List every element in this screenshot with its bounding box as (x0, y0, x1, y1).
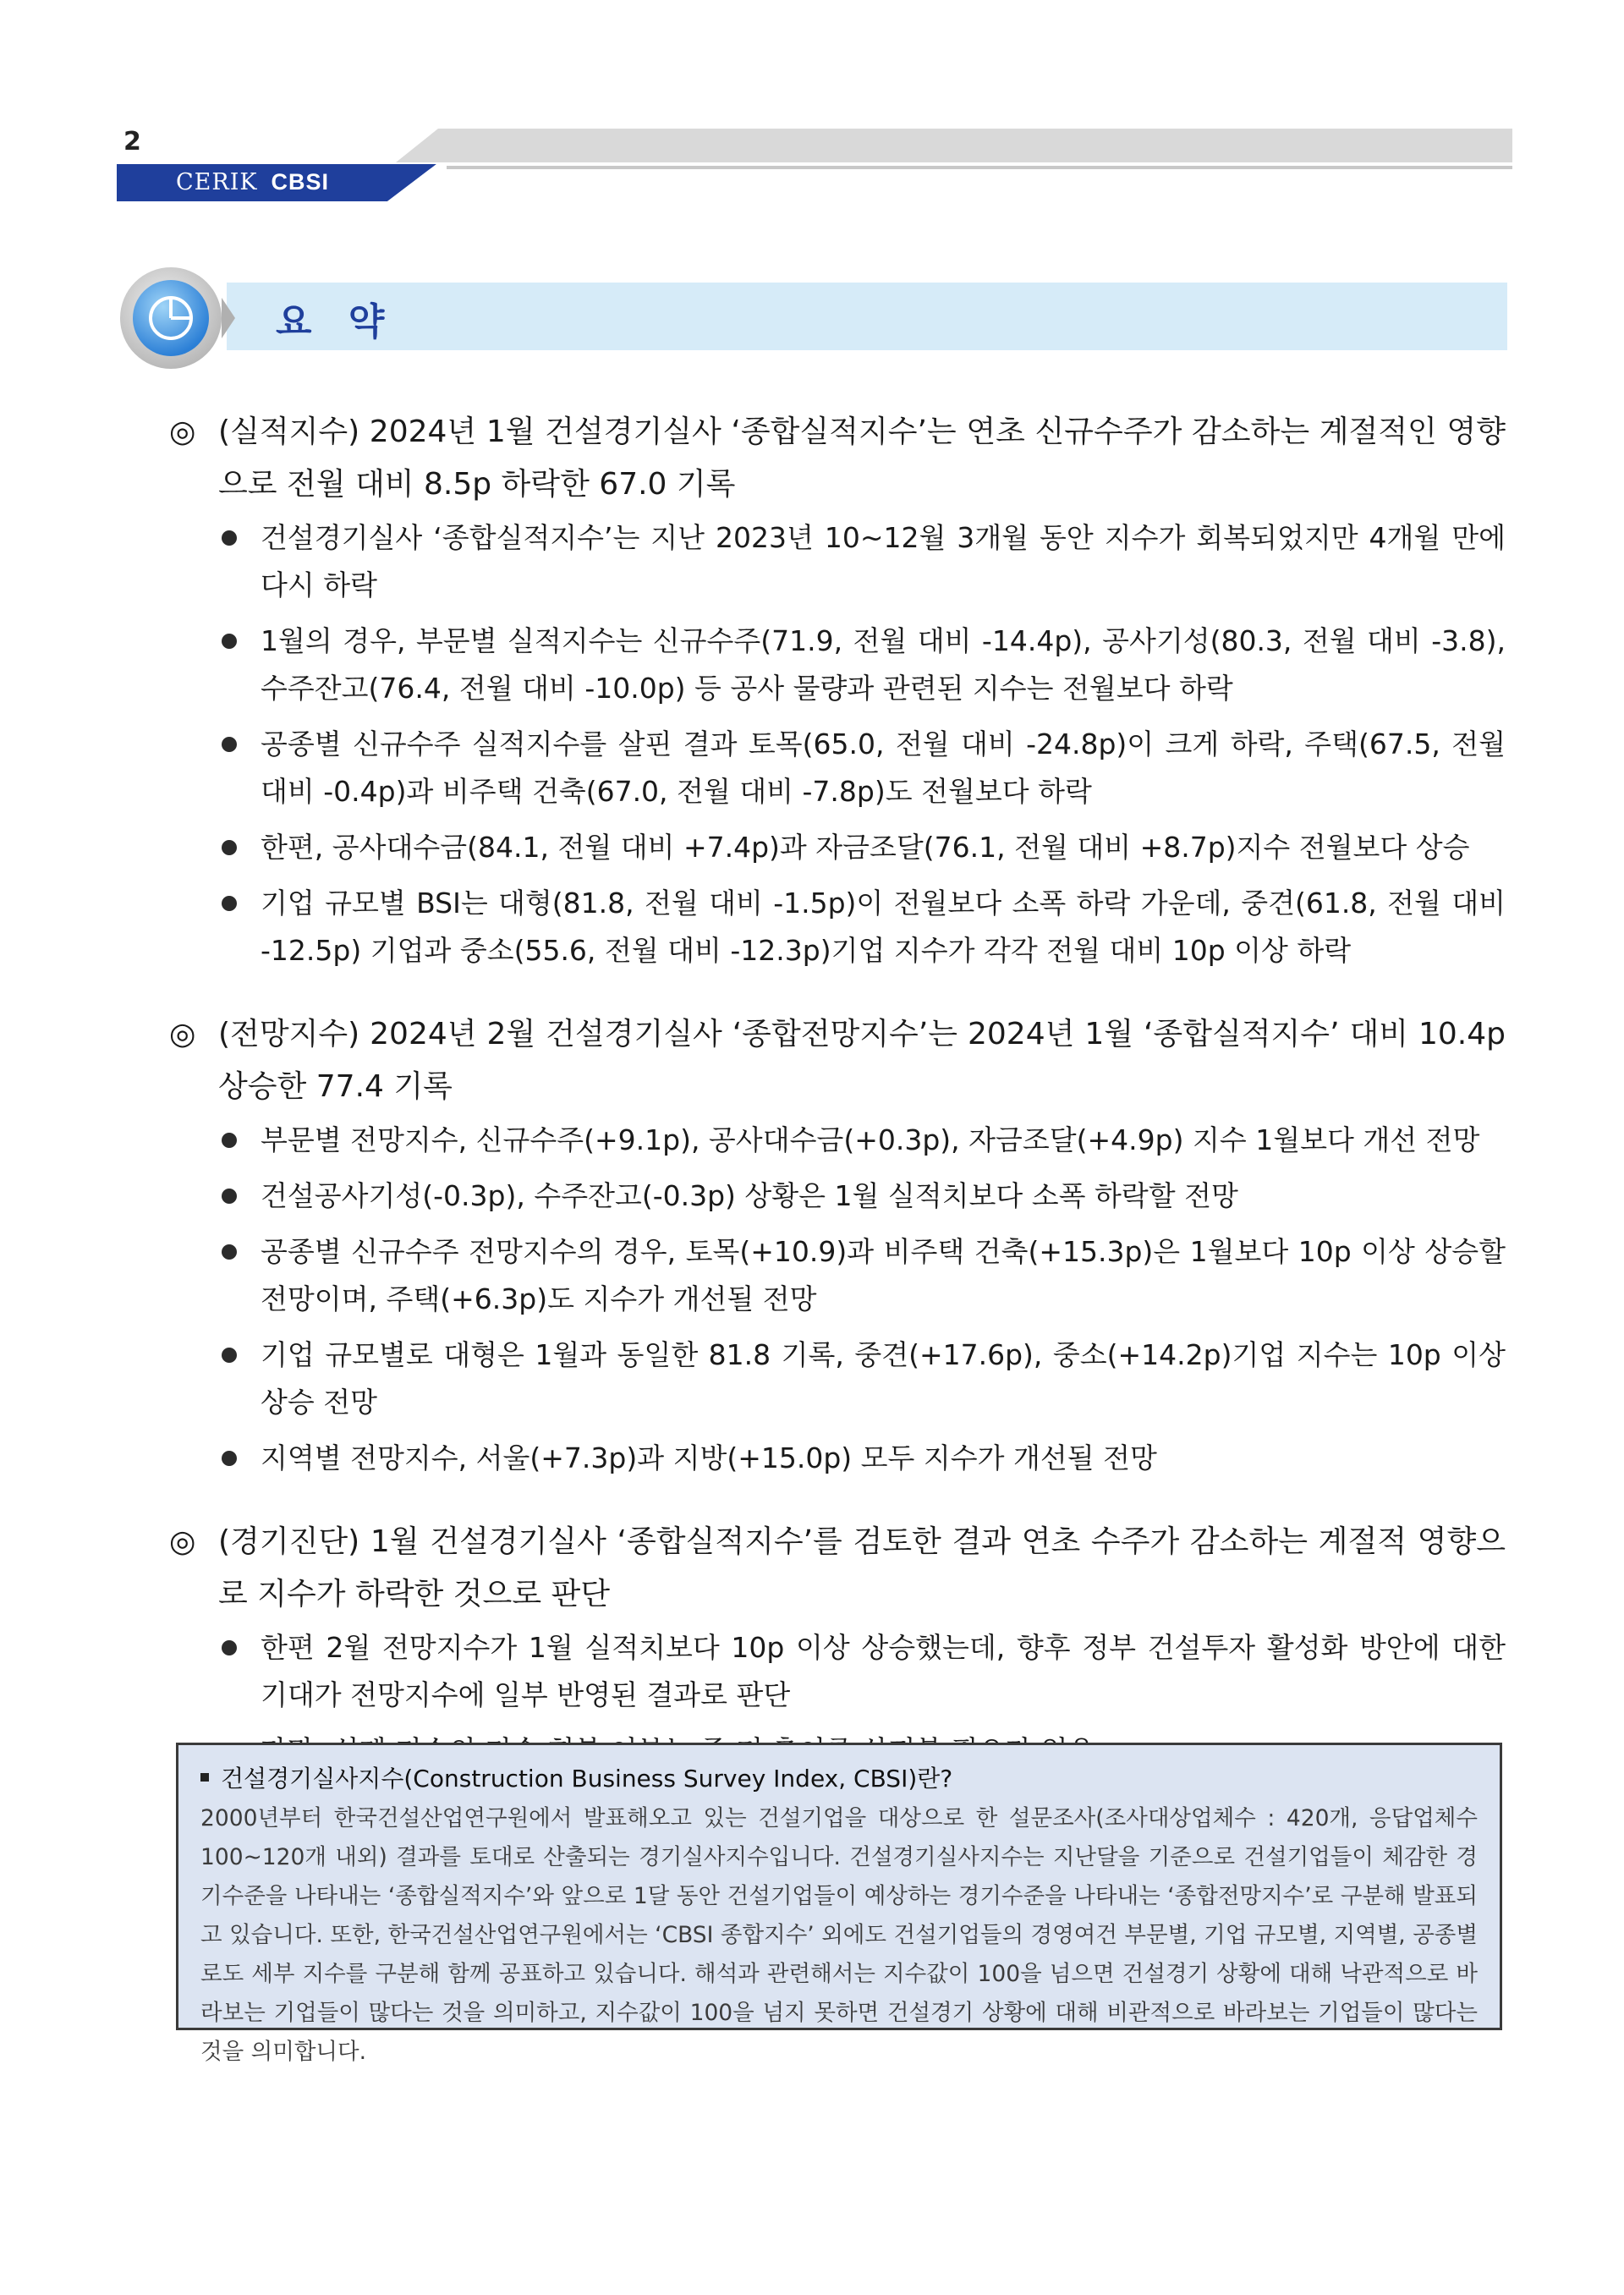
bullet-icon (222, 530, 237, 546)
page-number: 2 (123, 127, 141, 156)
list-item: 공종별 신규수주 전망지수의 경우, 토목(+10.9)과 비주택 건축(+15.3p)은 1월보다 10p 이상 상승할 전망이며, 주택(+6.3p)도 지수가 개선될 전망 (169, 1228, 1506, 1323)
bullet-list (169, 1117, 1506, 1482)
list-item: 한편 2월 전망지수가 1월 실적치보다 10p 이상 상승했는데, 향후 정부 건설투자 활성화 방안에 대한 기대가 전망지수에 일부 반영된 결과로 판단 (169, 1624, 1506, 1719)
section-heading (169, 406, 1506, 511)
info-box-title: 건설경기실사지수(Construction Business Survey Index, CBSI)란? (200, 1759, 1478, 1799)
summary-bar (227, 283, 1507, 350)
list-item: 건설경기실사 ‘종합실적지수’는 지난 2023년 10~12월 3개월 동안 지수가 회복되었지만 4개월 만에 다시 하락 (169, 514, 1506, 609)
section-heading (169, 1008, 1506, 1113)
double-circle-icon: ◎ (169, 415, 196, 449)
double-circle-icon: ◎ (169, 1017, 196, 1051)
bullet-list (169, 514, 1506, 975)
cbsi-definition-box (176, 1743, 1502, 2065)
section-heading (169, 1516, 1506, 1621)
info-box-body: 2000년부터 한국건설산업연구원에서 발표해오고 있는 건설기업을 대상으로 한 설문조사(조사대상업체수 : 420개, 응답업체수 100~120개 내외) 결과를 토대로 산출되는 경기실사지수입니다. 건설경기실사지수는 지난달을 기준으로 건설기업들이 체감한 경기수준을 나타내는 ‘종합실적지수’와 앞으로 1달 동안 건설기업들이 예상하는 경기수준을 나타내는 ‘종합전망지수’로 구분해 발표되고 있습니다. 또한, 한국건설산업연구원에서는 ‘CBSI 종합지수’ 외에도 건설기업들의 경영여건 부문별, 기업 규모별, 지역별, 공종별로도 세부 지수를 구분해 함께 공표하고 있습니다. 해석과 관련해서는 지수값이 100을 넘으면 건설경기 상황에 대해 낙관적으로 바라보는 기업들이 많다는 것을 의미하고, 지수값이 100을 넘지 못하면 건설경기 상황에 대해 비관적으로 바라보는 기업들이 많다는 것을 의미합니다. (200, 1805, 1478, 2065)
section-performance-index (169, 406, 1506, 975)
section-diagnosis (169, 1516, 1506, 1775)
pie-chart-icon (117, 264, 235, 372)
summary-title: 요 약 (276, 300, 397, 343)
header-cbsi: CBSI (271, 169, 330, 195)
bullet-icon (222, 1189, 237, 1204)
list-item: 기업 규모별로 대형은 1월과 동일한 81.8 기록, 중견(+17.6p), 중소(+14.2p)기업 지수는 10p 이상 상승 전망 (169, 1331, 1506, 1426)
list-item: 한편, 공사대수금(84.1, 전월 대비 +7.4p)과 자금조달(76.1, 전월 대비 +8.7p)지수 전월보다 상승 (169, 824, 1506, 871)
list-item: 부문별 전망지수, 신규수주(+9.1p), 공사대수금(+0.3p), 자금조달(+4.9p) 지수 1월보다 개선 전망 (169, 1117, 1506, 1164)
double-circle-icon: ◎ (169, 1524, 196, 1559)
section-heading-text: (경기진단) 1월 건설경기실사 ‘종합실적지수’를 검토한 결과 연초 수주가 감소하는 계절적 영향으로 지수가 하락한 것으로 판단 (218, 1524, 1506, 1611)
section-heading-text: (전망지수) 2024년 2월 건설경기실사 ‘종합전망지수’는 2024년 1월 ‘종합실적지수’ 대비 10.4p 상승한 77.4 기록 (218, 1017, 1506, 1104)
bullet-icon (222, 1451, 237, 1466)
list-item: 기업 규모별 BSI는 대형(81.8, 전월 대비 -1.5p)이 전월보다 소폭 하락 가운데, 중견(61.8, 전월 대비 -12.5p) 기업과 중소(55.6, 전월 대비 -12.3p)기업 지수가 각각 전월 대비 10p 이상 하락 (169, 880, 1506, 975)
bullet-icon (222, 896, 237, 911)
header-brand (176, 169, 329, 195)
list-item: 공종별 신규수주 실적지수를 살핀 결과 토목(65.0, 전월 대비 -24.8p)이 크게 하락, 주택(67.5, 전월 대비 -0.4p)과 비주택 건축(67.0, 전월 대비 -7.8p)도 전월보다 하락 (169, 721, 1506, 815)
bullet-icon (222, 840, 237, 855)
list-item: 건설공사기성(-0.3p), 수주잔고(-0.3p) 상황은 1월 실적치보다 소폭 하락할 전망 (169, 1172, 1506, 1220)
section-outlook-index (169, 1008, 1506, 1482)
list-item: 지역별 전망지수, 서울(+7.3p)과 지방(+15.0p) 모두 지수가 개선될 전망 (169, 1435, 1506, 1482)
list-item: 1월의 경우, 부문별 실적지수는 신규수주(71.9, 전월 대비 -14.4p), 공사기성(80.3, 전월 대비 -3.8), 수주잔고(76.4, 전월 대비 -10.0p) 등 공사 물량과 관련된 지수는 전월보다 하락 (169, 618, 1506, 712)
bullet-icon (222, 1348, 237, 1363)
bullet-icon (222, 1640, 237, 1655)
bullet-icon (222, 1133, 237, 1148)
bullet-icon (222, 634, 237, 649)
summary-content (169, 406, 1506, 1809)
section-heading-text: (실적지수) 2024년 1월 건설경기실사 ‘종합실적지수’는 연초 신규수주가 감소하는 계절적인 영향으로 전월 대비 8.5p 하락한 67.0 기록 (218, 415, 1506, 502)
square-bullet-icon (200, 1773, 209, 1782)
bullet-icon (222, 1244, 237, 1260)
header-cerik: CERIK (176, 169, 258, 195)
bullet-icon (222, 737, 237, 752)
